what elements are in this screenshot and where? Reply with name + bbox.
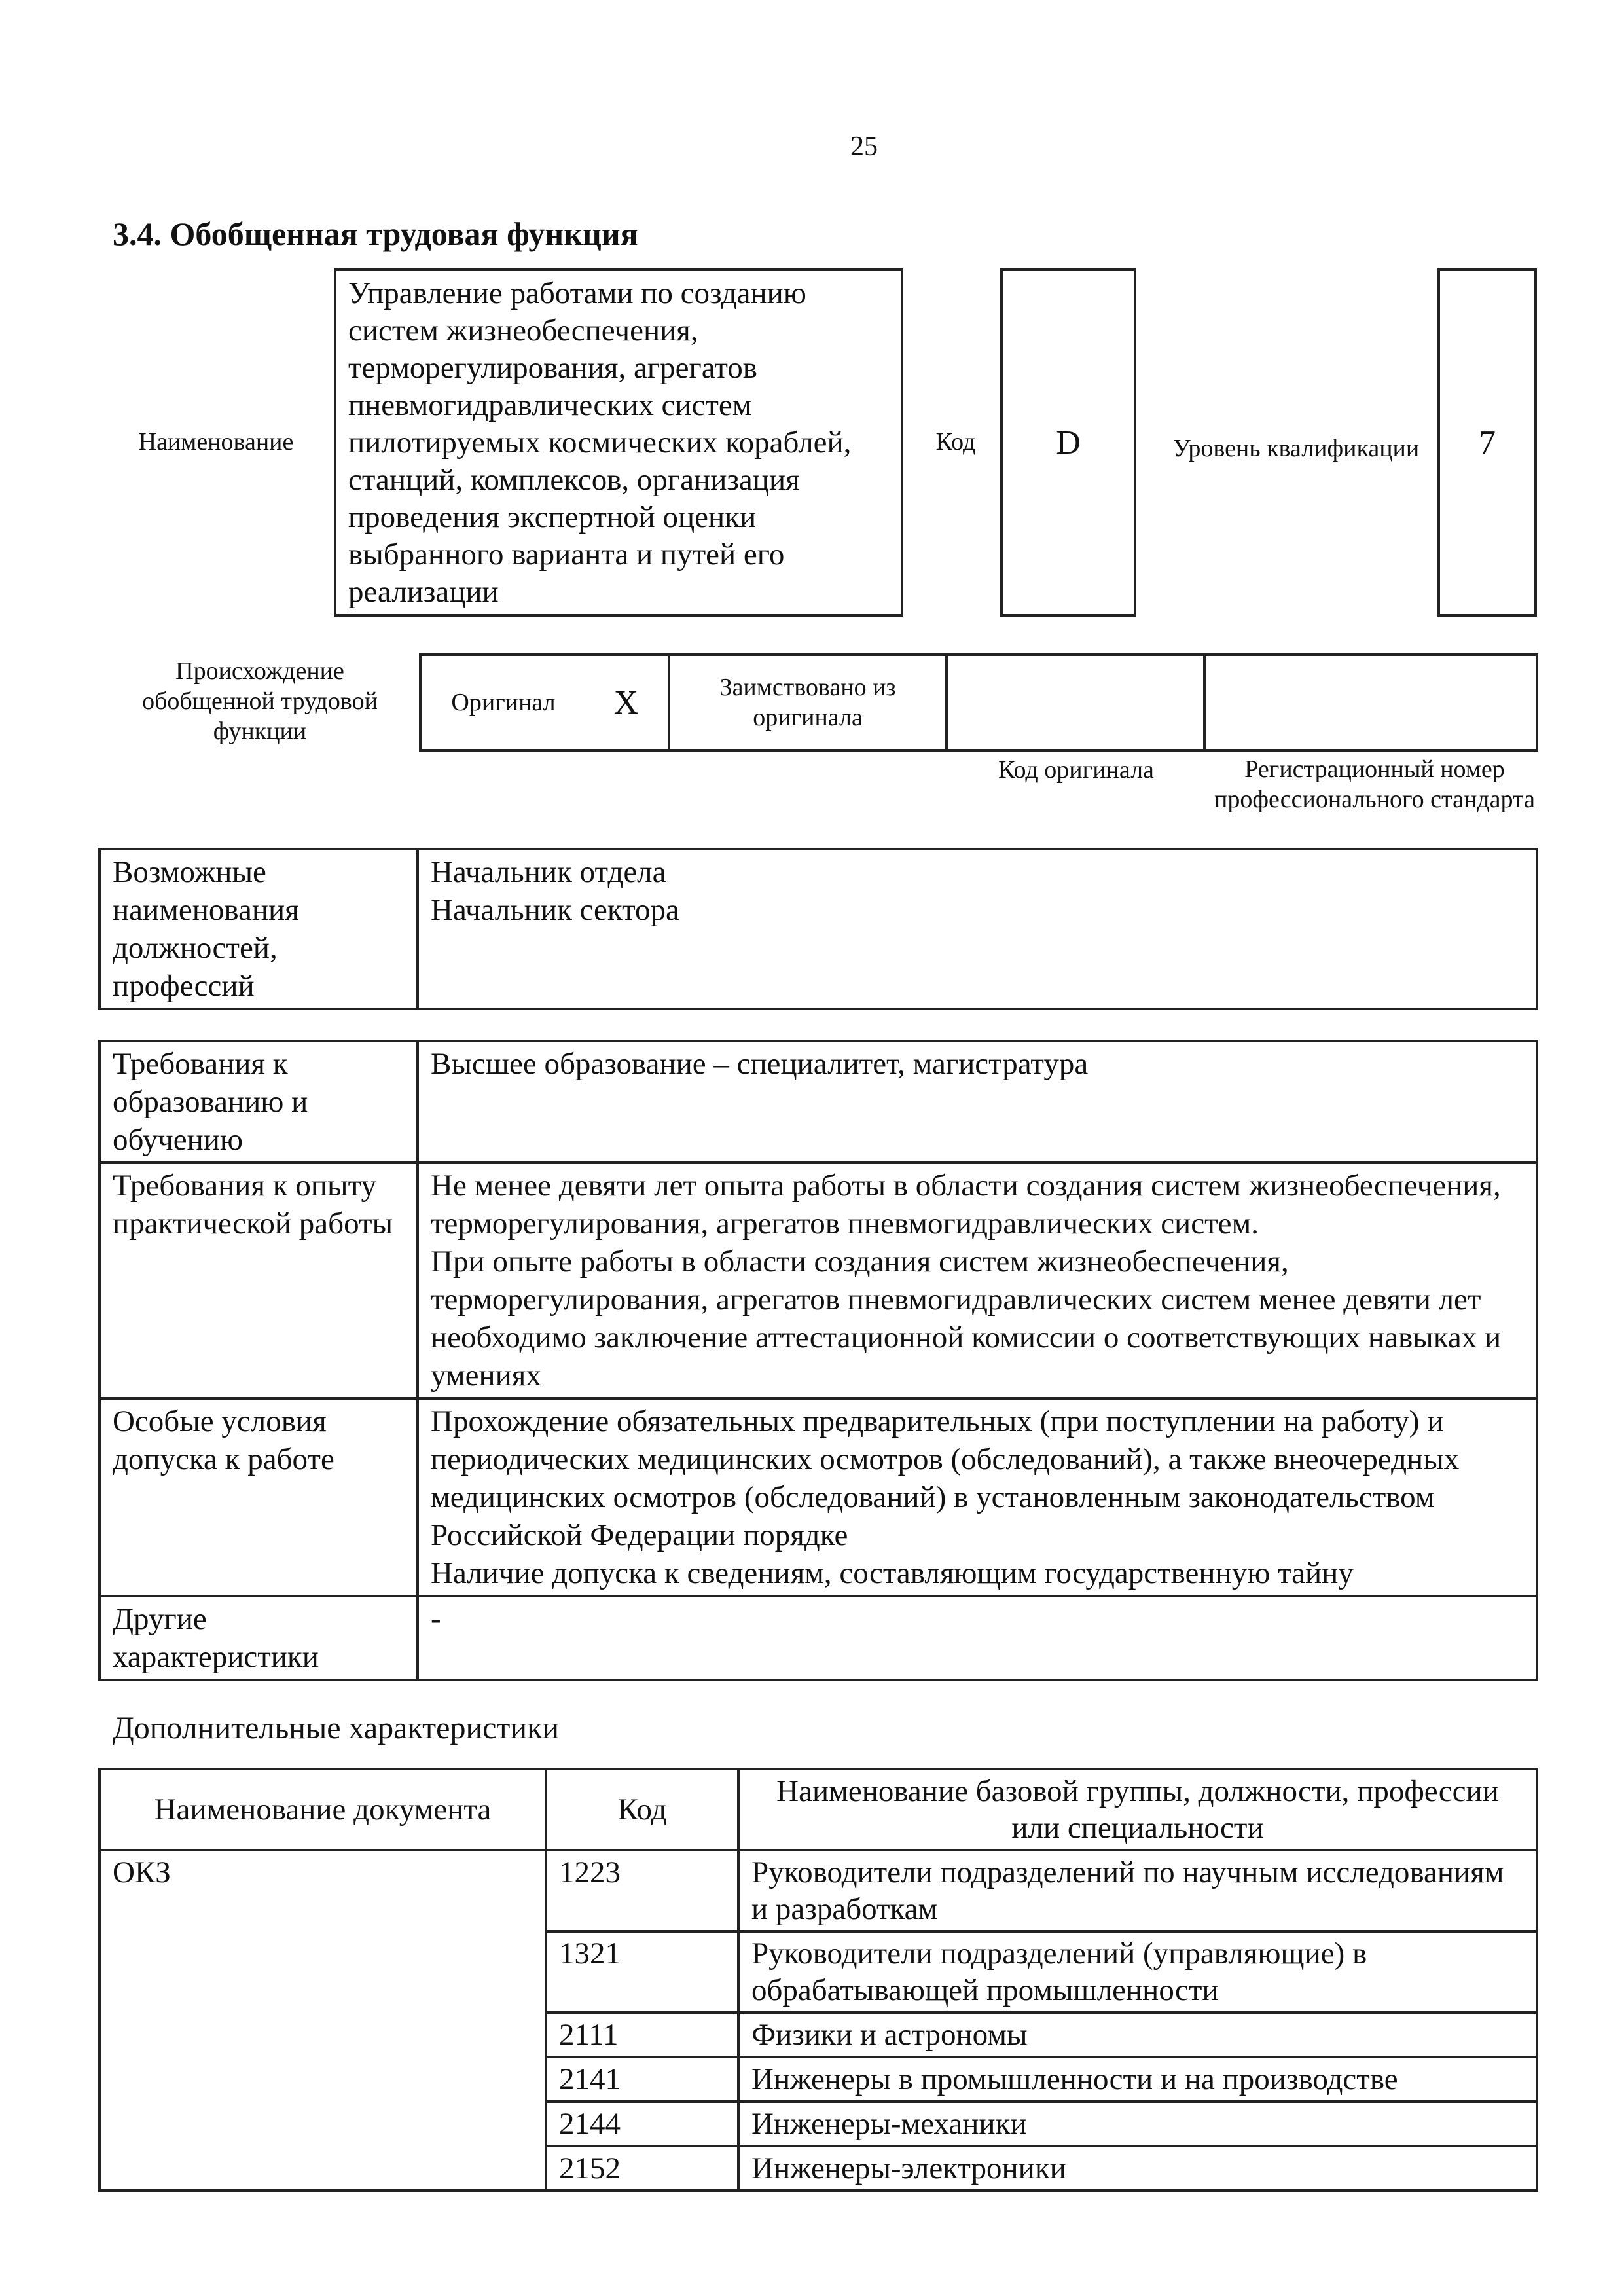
requirement-label: Особые условия допуска к работе xyxy=(99,1398,418,1596)
code-original-cell xyxy=(945,656,1203,749)
row-code: 1321 xyxy=(546,1931,738,2013)
row-name: Инженеры-электроники xyxy=(738,2146,1537,2191)
reg-number-cell xyxy=(1203,656,1536,749)
header-code: Код xyxy=(546,1769,738,1850)
row-name: Руководители подразделений (управляющие) в обрабатывающей промышленности xyxy=(738,1931,1537,2013)
table-row xyxy=(99,1398,1537,1596)
level-value: 7 xyxy=(1437,268,1537,617)
requirement-value: Не менее девяти лет опыта работы в области создания систем жизнеобеспечения, терморегулирования, агрегатов пневмогидравлических систем. При опыте работы в области создания систем жизнеобеспечения, терморегулирования, агрегатов пневмогидравлических систем менее девяти лет необходимо заключение аттестационной комиссии о соответствующих навыках и умениях xyxy=(418,1163,1537,1398)
additional-title: Дополнительные характеристики xyxy=(113,1711,560,1745)
row-code: 2111 xyxy=(546,2013,738,2057)
code-original-caption: Код оригинала xyxy=(998,756,1154,784)
requirement-label: Требования к опыту практической работы xyxy=(99,1163,418,1398)
reg-number-caption: Регистрационный номер профессионального стандарта xyxy=(1214,756,1535,813)
requirements-table xyxy=(98,1040,1538,1681)
requirement-label: Требования к образованию и обучению xyxy=(99,1041,418,1163)
origin-table xyxy=(419,653,1538,752)
row-name: Инженеры-механики xyxy=(738,2102,1537,2146)
table-row xyxy=(99,1596,1537,1680)
requirement-label: Другие характеристики xyxy=(99,1596,418,1680)
code-value: D xyxy=(1000,268,1136,617)
row-name: Физики и астрономы xyxy=(738,2013,1537,2057)
table-row xyxy=(99,1850,1537,1931)
header-document: Наименование документа xyxy=(99,1769,546,1850)
row-code: 1223 xyxy=(546,1850,738,1931)
name-value: Управление работами по созданию систем жизнеобеспечения, терморегулирования, агрегатов пневмогидравлических систем пилотируемых космических кораблей, станций, комплексов, организация проведения экспертной оценки выбранного варианта и путей его реализации xyxy=(334,268,903,617)
code-label: Код xyxy=(935,428,976,456)
document-name: ОКЗ xyxy=(99,1850,546,2191)
original-label: Оригинал xyxy=(451,689,556,716)
row-code: 2144 xyxy=(546,2102,738,2146)
borrowed-label: Заимствовано из оригинала xyxy=(668,656,945,749)
requirement-value: Прохождение обязательных предварительных (при поступлении на работу) и периодических медицинских осмотров (обследований), а также внеочередных медицинских осмотров (обследований) в установленным законодательством Российской Федерации порядке Наличие допуска к сведениям, составляющим государственную тайну xyxy=(418,1398,1537,1596)
origin-label: Происхождение обобщенной трудовой функции xyxy=(142,657,378,745)
page-number: 25 xyxy=(850,132,878,162)
name-label: Наименование xyxy=(138,428,294,456)
positions-label: Возможные наименования должностей, профессий xyxy=(99,849,418,1009)
original-mark: X xyxy=(613,683,639,721)
table-row xyxy=(99,1041,1537,1163)
row-name: Инженеры в промышленности и на производстве xyxy=(738,2057,1537,2102)
positions-table xyxy=(98,848,1538,1010)
level-label: Уровень квалификации xyxy=(1172,435,1420,462)
positions-value: Начальник отдела Начальник сектора xyxy=(418,849,1537,1009)
header-group-name: Наименование базовой группы, должности, профессии или специальности xyxy=(738,1769,1537,1850)
requirement-value: - xyxy=(418,1596,1537,1680)
section-title: 3.4. Обобщенная трудовая функция xyxy=(113,215,638,252)
table-row xyxy=(99,1163,1537,1398)
row-code: 2141 xyxy=(546,2057,738,2102)
requirement-value: Высшее образование – специалитет, магистратура xyxy=(418,1041,1537,1163)
additional-table xyxy=(98,1768,1538,2192)
row-code: 2152 xyxy=(546,2146,738,2191)
row-name: Руководители подразделений по научным исследованиям и разработкам xyxy=(738,1850,1537,1931)
